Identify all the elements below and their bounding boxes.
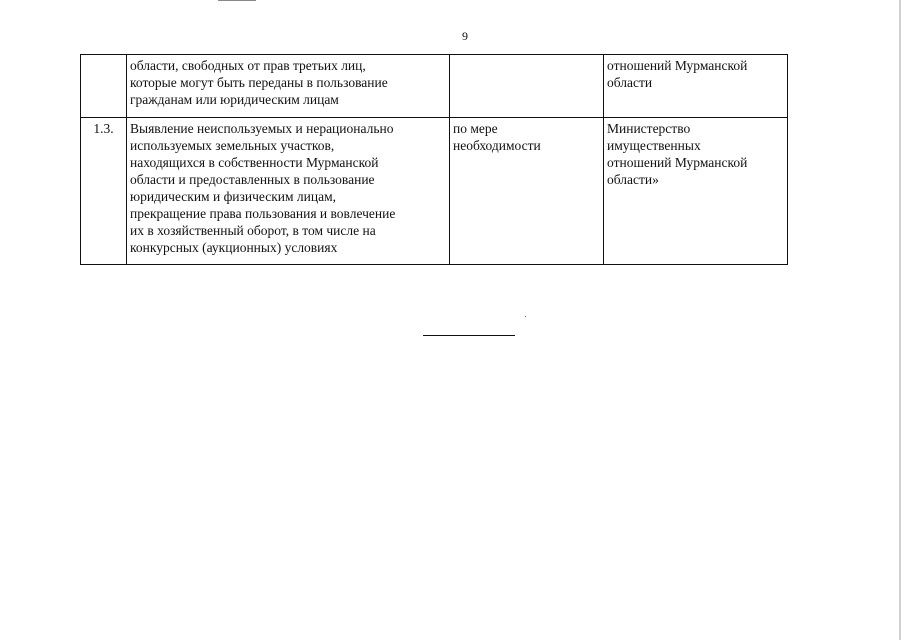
responsible-cell xyxy=(604,55,788,118)
description-cell xyxy=(127,55,450,118)
row-number-cell xyxy=(81,55,127,118)
description-cell xyxy=(127,118,450,265)
scan-artifact-line xyxy=(218,0,256,1)
responsible-line: отношений Мурманской xyxy=(607,58,748,73)
deadline-cell xyxy=(450,55,604,118)
document-end-rule xyxy=(423,335,515,336)
description-line: их в хозяйственный оборот, в том числе на xyxy=(130,223,376,238)
row-number: 1.3. xyxy=(93,121,114,136)
description-line: Выявление неиспользуемых и нерационально xyxy=(130,121,394,136)
responsible-line: области» xyxy=(607,172,659,187)
table-row xyxy=(81,55,788,118)
responsible-line: отношений Мурманской xyxy=(607,155,748,170)
responsible-line: имущественных xyxy=(607,138,701,153)
description-line: прекращение права пользования и вовлечение xyxy=(130,206,396,221)
description-line: гражданам или юридическим лицам xyxy=(130,92,339,107)
page-number: 9 xyxy=(462,29,468,43)
description-line: конкурсных (аукционных) условиях xyxy=(130,240,338,255)
deadline-line: по мере xyxy=(453,121,498,136)
description-line: юридическим и физическим лицам, xyxy=(130,189,337,204)
description-line: области и предоставленных в пользование xyxy=(130,172,375,187)
table-row xyxy=(81,118,788,265)
measures-table xyxy=(80,54,788,265)
description-line: используемых земельных участков, xyxy=(130,138,335,153)
responsible-line: Министерство xyxy=(607,121,691,136)
responsible-line: области xyxy=(607,75,653,90)
scan-speck xyxy=(525,316,526,317)
description-line: которые могут быть переданы в пользование xyxy=(130,75,388,90)
description-line: области, свободных от прав третьих лиц, xyxy=(130,58,366,73)
description-line: находящихся в собственности Мурманской xyxy=(130,155,379,170)
row-number-cell xyxy=(81,118,127,265)
page-edge-shadow xyxy=(899,0,901,640)
deadline-cell xyxy=(450,118,604,265)
responsible-cell xyxy=(604,118,788,265)
deadline-line: необходимости xyxy=(453,138,541,153)
